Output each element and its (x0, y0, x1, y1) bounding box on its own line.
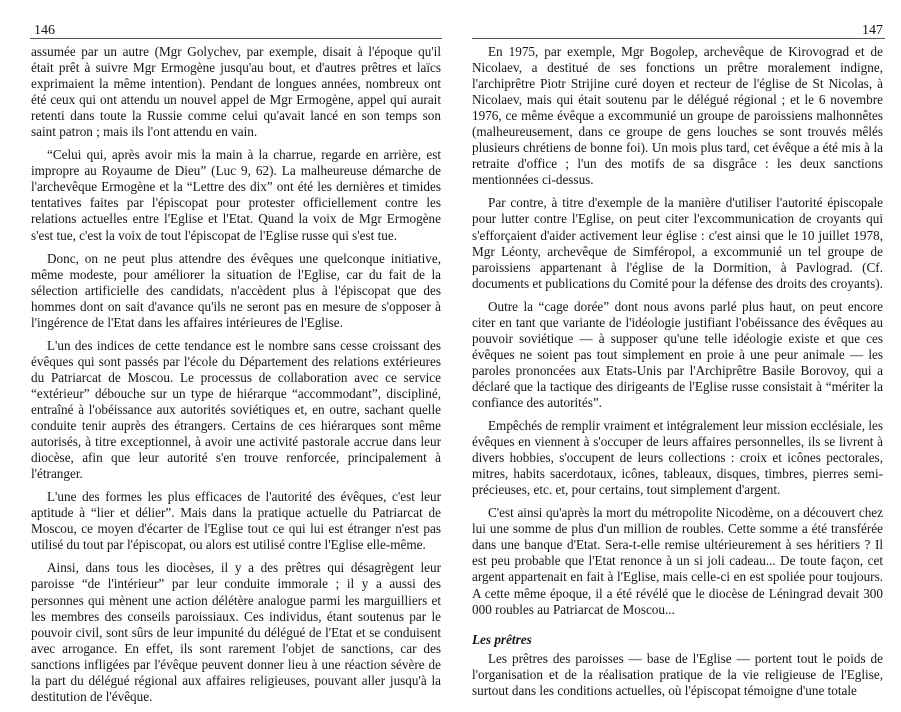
paragraph: assumée par un autre (Mgr Golychev, par exemple, disait à l'époque qu'il était prêt à suivre Mgr Ermogène jusqu'au bout, et d'autres prêtres et laïcs exprimaient la même intention). Pendant de longues années, nombreux ont été ceux qui ont attendu un nouvel appel de Mgr Ermogène, appel qui aurait retenti dans toute la Russie comme celui qu'avait lancé en son temps son saint patron ; mais ils l'ont attendu en vain. (31, 44, 441, 140)
page-number-left: 146 (34, 23, 55, 38)
left-page-text (31, 44, 441, 712)
paragraph: Les prêtres des paroisses — base de l'Eglise — portent tout le poids de l'organisation et de la réalisation pratique de la vie religieuse de l'Eglise, surtout dans les conditions actuelles, où l'épiscopat témoigne d'une totale (472, 650, 883, 698)
right-page-text (472, 44, 883, 706)
paragraph: En 1975, par exemple, Mgr Bogolep, archevêque de Kirovograd et de Nicolaev, a destitué de ses fonctions un prêtre moralement indigne, l'archiprêtre Piotr Strijine curé doyen et recteur de l'église de St Nicolas, à Nicolaev, mais qui était soutenu par le délégué régional ; et le 6 novembre 1976, ce même évêque a excommunié un groupe de paroissiens malhonnêtes (malheureusement, dans ce groupe de gens louches se sont trouvés mêlés plusieurs chrétiens de bonne foi). Un mois plus tard, cet évêque a été mis à la retraite d'office ; l'un des motifs de sa disgrâce : les deux sanctions mentionnées ci-dessus. (472, 44, 883, 188)
paragraph: Donc, on ne peut plus attendre des évêques une quelconque initiative, même modeste, pour améliorer la situation de l'Eglise, car du fait de la sélection artificielle des candidats, n'accèdent plus à l'épiscopat que des hommes dont on sait d'avance qu'ils ne seront pas en mesure de s'opposer à l'ingérence de l'Etat dans les affaires intérieures de l'Eglise. (31, 250, 441, 330)
paragraph: L'une des formes les plus efficaces de l'autorité des évêques, c'est leur aptitude à “lier et délier”. Mais dans la pratique actuelle du Patriarcat de Moscou, ce moyen d'écarter de l'Eglise tout ce qui lui est étranger n'est pas utilisé du tout par l'épiscopat, ou alors est utilisé contre l'Eglise elle-même. (31, 489, 441, 553)
header-rule-left (30, 38, 442, 39)
paragraph: L'un des indices de cette tendance est le nombre sans cesse croissant des évêques qui sont passés par l'école du Département des relations extérieures du Patriarcat de Moscou. Le processus de collaboration avec ce service “extérieur” débouche sur un type de hiérarque “accommodant”, discipliné, entraîné à l'obéissance aux autorités soviétiques et, en outre, sachant quelle conduite tenir auprès des étrangers. Certains de ces hiérarques sont même autorisés, à titre exceptionnel, à avoir une activité pastorale accrue dans leur diocèse, afin que leur autorité s'en trouve renforcée, principalement à l'étranger. (31, 337, 441, 482)
paragraph: Ainsi, dans tous les diocèses, il y a des prêtres qui désagrègent leur paroisse “de l'intérieur” par leur conduite immorale ; il y a aussi des personnes qui mènent une action délétère analogue parmi les marguilliers et les membres des conseils paroissiaux. Ces individus, étant soutenus par le pouvoir civil, sont sûrs de leur impunité du délégué de l'Etat et se conduisent avec arrogance. En effet, ils sont rarement l'objet de sanctions, car des sanctions infligées par l'évêque peuvent donner lieu à une réaction sévère de la part du délégué régional aux affaires religieuses, pouvant aller jusqu'à la destitution de l'évêque. (31, 560, 441, 704)
header-rule-right (472, 38, 885, 39)
paragraph: Par contre, à titre d'exemple de la manière d'utiliser l'autorité épiscopale pour lutter contre l'Eglise, on peut citer l'excommunication de croyants qui s'efforçaient d'aider activement leur église : c'est ainsi que le 10 juillet 1978, Mgr Léonty, archevêque de Simféropol, a excommunié un tel groupe de paroissiens appartenant à l'église de la Dormition, à Pavlograd. (Cf. documents et publications du Comité pour la défense des droits des croyants). (472, 195, 883, 291)
paragraph: Empêchés de remplir vraiment et intégralement leur mission ecclésiale, les évêques en viennent à s'occuper de leurs affaires personnelles, ils se livrent à divers hobbies, s'occupent de leurs collections : croix et icônes pectorales, mitres, habits sacerdotaux, icônes, tableaux, disques, timbres, pierres semi-précieuses, etc. et, pour certains, tout simplement d'argent. (472, 418, 883, 498)
page-number-right: 147 (862, 23, 883, 38)
paragraph: Outre la “cage dorée” dont nous avons parlé plus haut, on peut encore citer en tant que variante de l'idéologie justifiant l'obéissance des évêques au pouvoir soviétique — à supposer qu'une telle idéologie existe et que ces évêques ne soient pas tout simplement en proie à une peur animale — les paroles prononcées aux Etats-Unis par l'Archiprêtre Basile Borovoy, qui a déclaré que la tactique des dirigeants de l'Eglise russe consistait à “mériter la confiance des autorités”. (472, 298, 883, 410)
section-heading: Les prêtres (472, 631, 532, 647)
paragraph: “Celui qui, après avoir mis la main à la charrue, regarde en arrière, est impropre au Royaume de Dieu” (Luc 9, 62). La malheureuse démarche de l'archevêque Ermogène et la “Lettre des dix” ont été les dernières et timides tentatives faites par l'épiscopat pour protester officiellement contre les relations actuelles entre l'Eglise et l'Etat. Quand la voix de Mgr Ermogène s'est tue, c'est la voix de tout l'épiscopat de l'Eglise russe qui s'est tue. (31, 147, 441, 243)
left-page-header (0, 0, 450, 44)
right-page-header (452, 0, 901, 44)
paragraph: C'est ainsi qu'après la mort du métropolite Nicodème, on a découvert chez lui une somme de plus d'un million de roubles. Cette somme a été transférée dans une banque d'Etat. Sera-t-elle remise ultérieurement à ses héritiers ? Il est peu probable que l'Etat renonce à un si joli cadeau... De toute façon, cet argent appartenait en fait à l'Eglise, mais celle-ci en est spoliée pour toujours. A cette même époque, il a été révélé que le diocèse de Léningrad devait 300 000 roubles au Patriarcat de Moscou... (472, 505, 883, 617)
